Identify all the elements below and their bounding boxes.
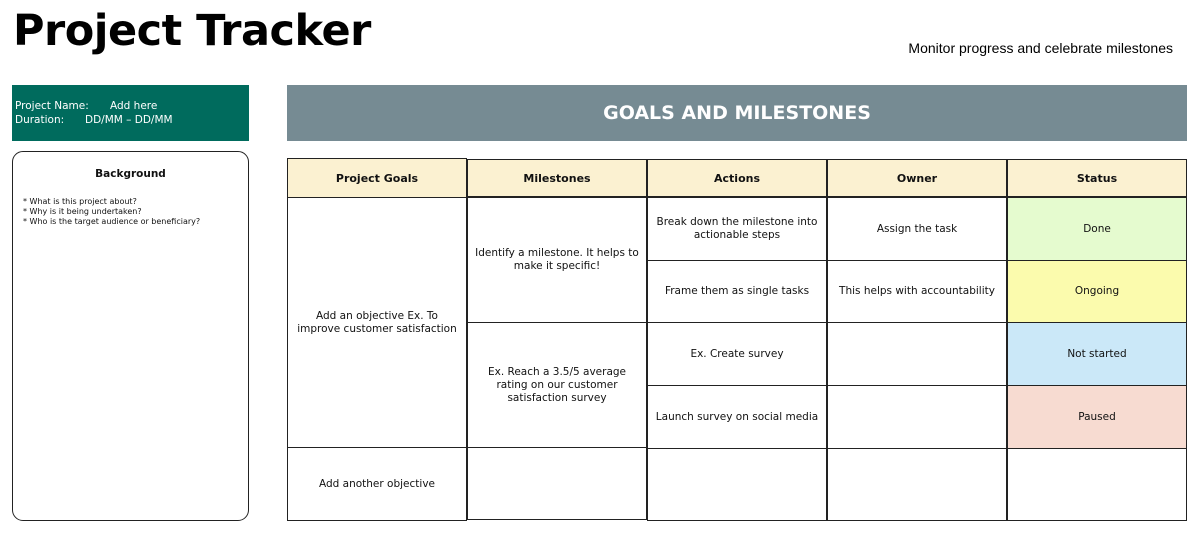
page-subtitle: Monitor progress and celebrate milestones [908, 40, 1173, 56]
status-not-started[interactable]: Not started [1007, 322, 1187, 386]
background-list [23, 197, 248, 227]
background-item: * Why is it being undertaken? [23, 207, 142, 216]
goals-banner: GOALS AND MILESTONES [287, 85, 1187, 141]
action-cell[interactable]: Break down the milestone into actionable steps [647, 197, 827, 261]
owner-cell[interactable] [827, 322, 1007, 386]
status-ongoing[interactable]: Ongoing [1007, 260, 1187, 323]
owner-cell[interactable]: Assign the task [827, 197, 1007, 261]
duration-value[interactable]: DD/MM – DD/MM [85, 113, 173, 126]
owner-cell[interactable] [827, 448, 1007, 521]
header-project-goals: Project Goals [287, 158, 467, 198]
background-item: * Who is the target audience or beneficiary? [23, 217, 201, 226]
action-cell[interactable]: Ex. Create survey [647, 322, 827, 386]
owner-cell[interactable]: This helps with accountability [827, 260, 1007, 323]
milestone-cell[interactable] [467, 447, 647, 520]
background-panel [12, 151, 249, 521]
page-title: Project Tracker [13, 6, 371, 56]
status-paused[interactable]: Paused [1007, 385, 1187, 449]
header-status: Status [1007, 159, 1187, 197]
project-name-row [15, 100, 249, 114]
project-name-label: Project Name: [15, 100, 89, 112]
header-owner: Owner [827, 159, 1007, 197]
background-title: Background [95, 168, 166, 180]
project-name-value[interactable]: Add here [110, 100, 158, 112]
duration-label: Duration: [15, 113, 65, 126]
goal-cell[interactable]: Add an objective Ex. To improve customer satisfaction [287, 197, 467, 448]
action-cell[interactable]: Launch survey on social media [647, 385, 827, 449]
goal-cell[interactable]: Add another objective [287, 447, 467, 521]
status-empty[interactable] [1007, 448, 1187, 521]
milestone-cell[interactable]: Identify a milestone. It helps to make it specific! [467, 197, 647, 323]
milestone-cell[interactable]: Ex. Reach a 3.5/5 average rating on our customer satisfaction survey [467, 322, 647, 448]
header-actions: Actions [647, 159, 827, 197]
background-item: * What is this project about? [23, 197, 137, 206]
status-done[interactable]: Done [1007, 197, 1187, 261]
duration-row [15, 114, 249, 128]
project-info-box [12, 85, 249, 141]
header-milestones: Milestones [467, 159, 647, 197]
action-cell[interactable]: Frame them as single tasks [647, 260, 827, 323]
owner-cell[interactable] [827, 385, 1007, 449]
action-cell[interactable] [647, 448, 827, 521]
